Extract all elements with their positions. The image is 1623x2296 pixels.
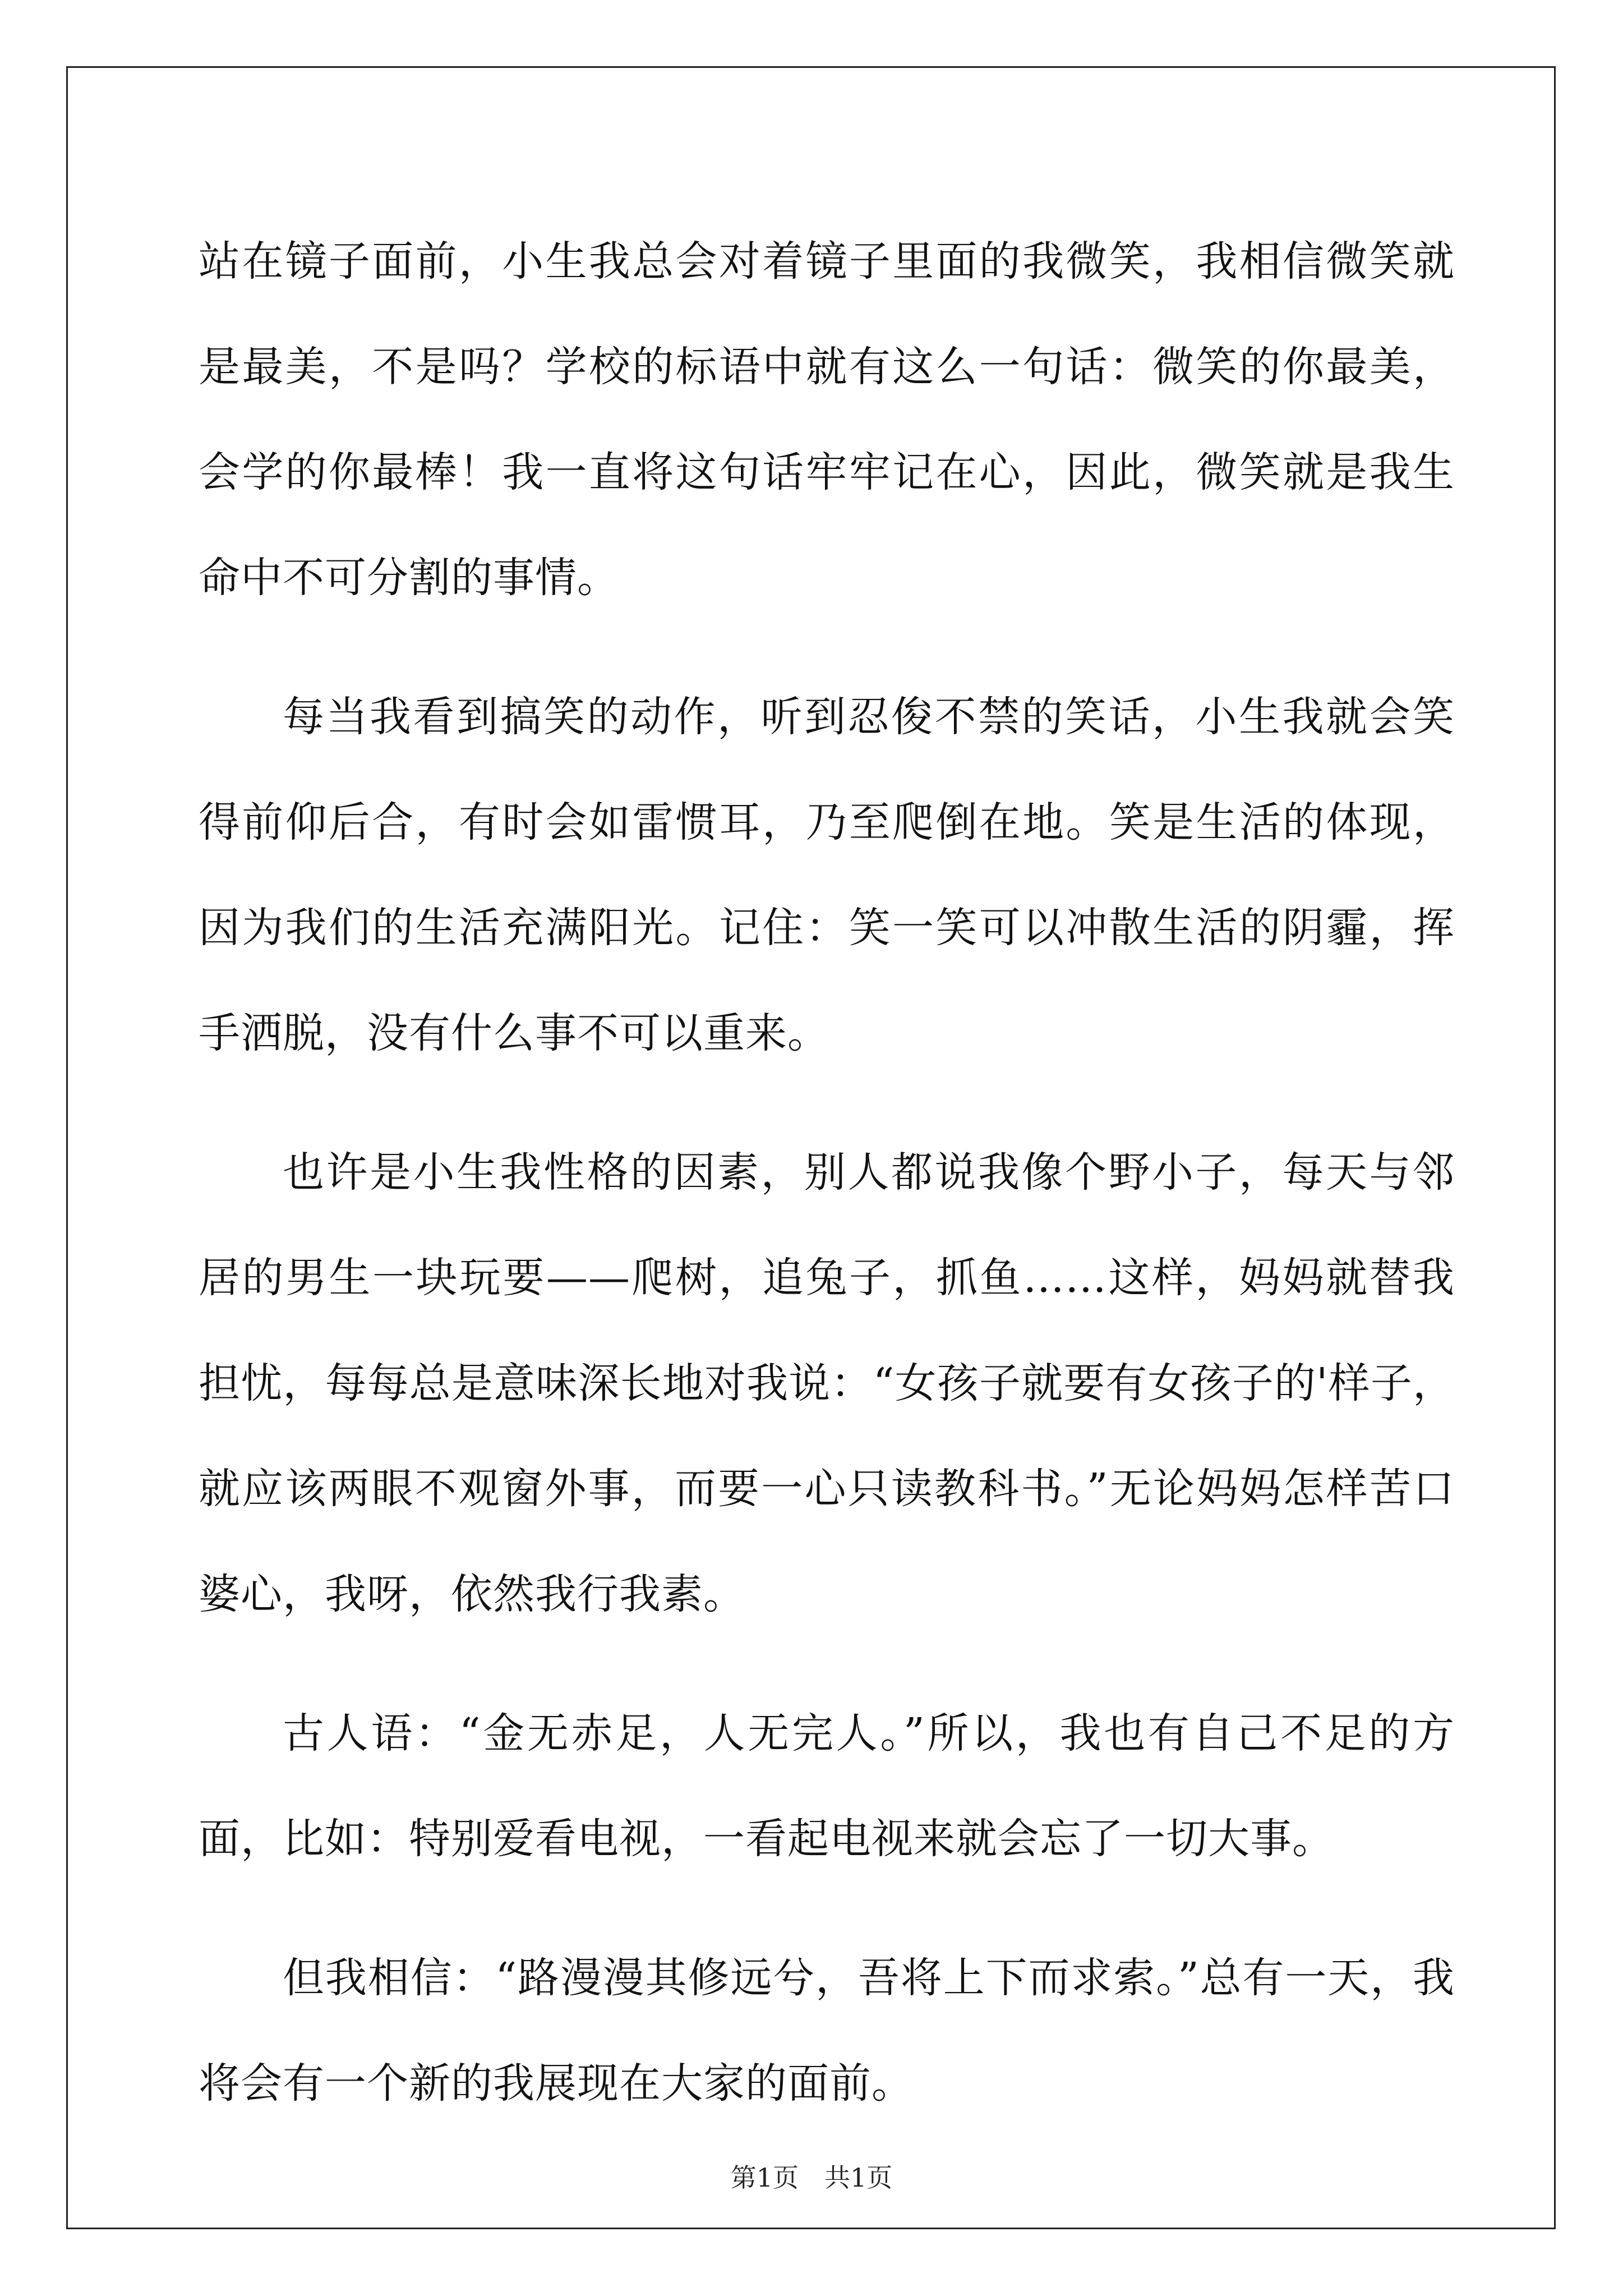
paragraph-5: 但我相信：“路漫漫其修远兮，吾将上下而求索。”总有一天，我将会有一个新的我展现在大家的面前。: [199, 1954, 1455, 2108]
page-footer: 第1页 共1页: [730, 2162, 893, 2193]
paragraph-2: 每当我看到搞笑的动作，听到忍俊不禁的笑话，小生我就会笑得前仰后合，有时会如雷惯耳，乃至爬倒在地。笑是生活的体现，因为我们的生活充满阳光。记住：笑一笑可以冲散生活的阴霾，挥手洒脱，没有什么事不可以重来。: [199, 693, 1455, 1057]
paragraph-3: 也许是小生我性格的因素，别人都说我像个野小子，每天与邻居的男生一块玩要——爬树，追兔子，抓鱼……这样，妈妈就替我担忧，每每总是意味深长地对我说：“女孩子就要有女孩子的'样子，就应该两眼不观窗外事，而要一心只读教科书。”无论妈妈怎样苦口婆心，我呀，依然我行我素。: [199, 1148, 1455, 1618]
paragraph-4: 古人语：“金无赤足，人无完人。”所以，我也有自己不足的方面，比如：特别爱看电视，一看起电视来就会忘了一切大事。: [199, 1709, 1455, 1863]
document-body: [199, 209, 1455, 2170]
paragraph-1: 站在镜子面前，小生我总会对着镜子里面的我微笑，我相信微笑就是最美，不是吗？学校的标语中就有这么一句话：微笑的你最美，会学的你最棒！我一直将这句话牢牢记在心，因此，微笑就是我生命中不可分割的事情。: [199, 237, 1455, 602]
